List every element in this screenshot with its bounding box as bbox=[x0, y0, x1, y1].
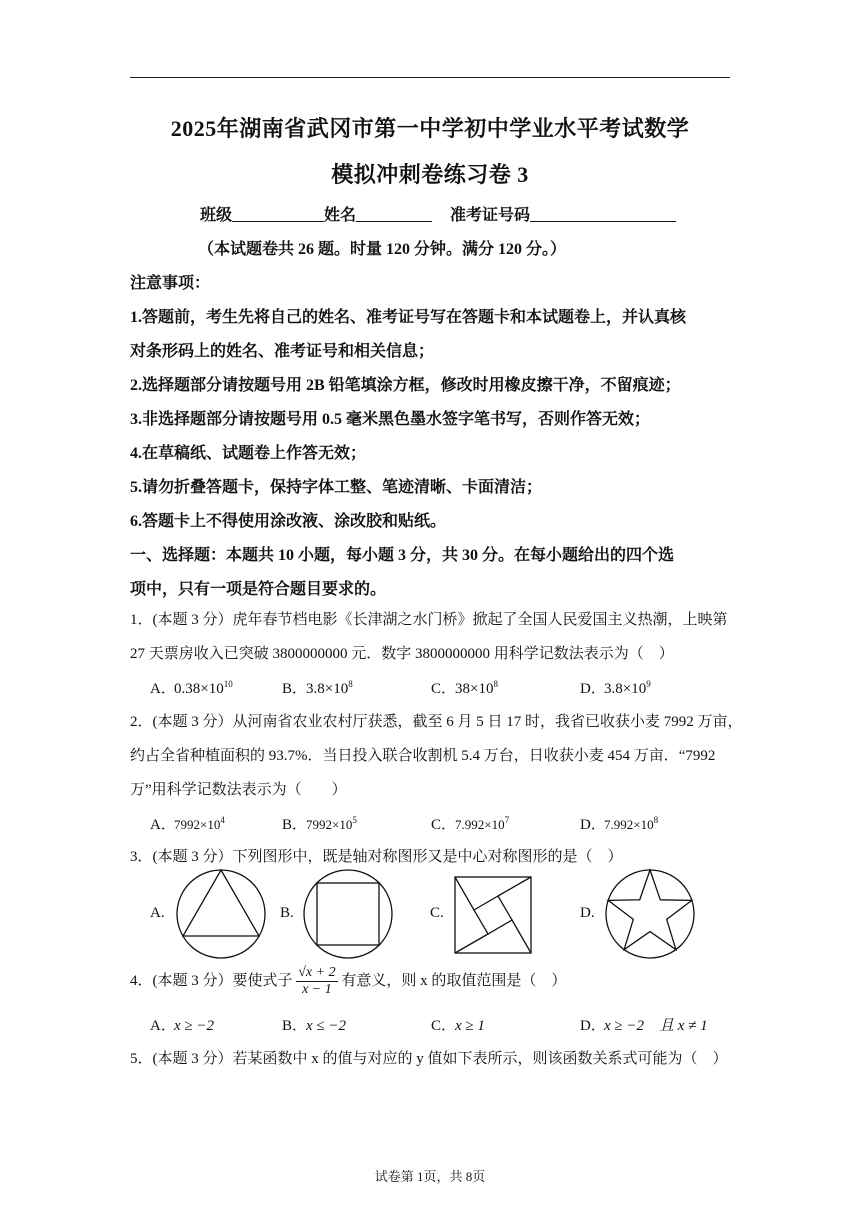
page-subtitle: 模拟冲刺卷练习卷 3 bbox=[331, 162, 529, 187]
exam-info: （本试题卷共 26 题。时量 120 分钟。满分 120 分。） bbox=[198, 241, 567, 258]
name-blank[interactable] bbox=[356, 205, 432, 222]
square-in-square-figure bbox=[454, 876, 532, 954]
q1-option-a[interactable]: A．$0.38\times 10^{10}$ bbox=[150, 679, 233, 697]
q4-option-a[interactable]: A．x ≥ −2 bbox=[150, 1018, 215, 1034]
q4-option-c[interactable]: C．x ≥ 1 bbox=[431, 1018, 485, 1034]
q2-option-b[interactable]: B．$7992\times 10^5$ bbox=[282, 815, 357, 833]
notice-heading: 注意事项： bbox=[130, 275, 211, 292]
q4-numerator: √x + 2 bbox=[298, 965, 336, 980]
circle-with-square-figure bbox=[302, 868, 394, 960]
notice-item: 2.选择题部分请按题号用 2B 铅笔填涂方框，修改时用橡皮擦干净，不留痕迹； bbox=[130, 377, 681, 394]
q4-option-d[interactable]: D．x ≥ −2 且 x ≠ 1 bbox=[580, 1018, 708, 1034]
header-rule bbox=[130, 77, 730, 78]
question-5-text: 5．(本题 3 分）若某函数中 x 的值与对应的 y 值如下表所示，则该函数关系式可能为（ ） bbox=[130, 1051, 728, 1067]
name-label: 姓名 bbox=[324, 207, 357, 224]
student-info-row bbox=[200, 202, 676, 225]
notice-item: 4.在草稿纸、试题卷上作答无效； bbox=[130, 445, 367, 462]
q4-prefix: 4．(本题 3 分）要使式子 bbox=[130, 972, 293, 989]
q4-fraction bbox=[296, 965, 337, 998]
question-1-text: 1．(本题 3 分）虎年春节档电影《长津湖之水门桥》掀起了全国人民爱国主义热潮，上映第 bbox=[130, 612, 728, 628]
q3-option-b-label[interactable]: B. bbox=[280, 905, 294, 921]
exam-id-label: 准考证号码 bbox=[450, 207, 531, 224]
notice-item: 1.答题前，考生先将自己的姓名、准考证号写在答题卡和本试题卷上，并认真核 bbox=[130, 309, 687, 326]
circle-with-star-figure bbox=[604, 868, 696, 960]
question-3-text: 3．(本题 3 分）下列图形中，既是轴对称图形又是中心对称图形的是（ ） bbox=[130, 849, 623, 865]
q4-denominator: x − 1 bbox=[302, 982, 332, 997]
section-heading: 一、选择题：本题共 10 小题，每小题 3 分，共 30 分。在每小题给出的四个选 bbox=[130, 547, 675, 564]
q3-option-d-label[interactable]: D. bbox=[580, 905, 595, 921]
q3-option-a-label[interactable]: A. bbox=[150, 905, 165, 921]
question-1-text-cont: 27 天票房收入已突破 3800000000 元．数字 3800000000 用科学记数法表示为（ ） bbox=[130, 646, 674, 662]
page-footer: 试卷第 1页，共 8页 bbox=[374, 1169, 486, 1184]
q4-option-b[interactable]: B．x ≤ −2 bbox=[282, 1018, 347, 1034]
class-label: 班级 bbox=[200, 207, 233, 224]
q3-option-c-label[interactable]: C. bbox=[430, 905, 444, 921]
question-2-text-cont: 约占全省种植面积的 93.7%．当日投入联合收割机 5.4 万台，日收获小麦 454 万亩．“7992 bbox=[130, 748, 716, 764]
q1-option-b[interactable]: B．$3.8\times 10^8$ bbox=[282, 679, 353, 697]
class-blank[interactable] bbox=[232, 205, 324, 222]
exam-id-blank[interactable] bbox=[530, 205, 676, 222]
page-title: 2025年湖南省武冈市第一中学初中学业水平考试数学 bbox=[170, 116, 690, 141]
q2-option-c[interactable]: C．$7.992\times 10^7$ bbox=[431, 815, 510, 833]
question-2-text: 2．(本题 3 分）从河南省农业农村厅获悉，截至 6 月 5 日 17 时，我省已收获小麦 7992 万亩， bbox=[130, 714, 743, 730]
section-heading-cont: 项中，只有一项是符合题目要求的。 bbox=[130, 581, 387, 598]
question-4-text bbox=[130, 965, 566, 998]
notice-item: 3.非选择题部分请按题号用 0.5 毫米黑色墨水签字笔书写，否则作答无效； bbox=[130, 411, 651, 428]
q1-option-c[interactable]: C．$38\times 10^8$ bbox=[431, 679, 498, 697]
q1-option-d[interactable]: D．$3.8\times 10^9$ bbox=[580, 679, 651, 697]
question-2-text-cont2: 万”用科学记数法表示为（ ） bbox=[130, 782, 347, 798]
circle-with-triangle-figure bbox=[175, 868, 267, 960]
q2-option-a[interactable]: A．$7992\times 10^4$ bbox=[150, 815, 225, 833]
notice-item: 6.答题卡上不得使用涂改液、涂改胶和贴纸。 bbox=[130, 513, 447, 530]
notice-item: 5.请勿折叠答题卡，保持字体工整、笔迹清晰、卡面清洁； bbox=[130, 479, 543, 496]
q2-option-d[interactable]: D．$7.992\times 10^8$ bbox=[580, 815, 659, 833]
notice-item: 对条形码上的姓名、准考证号和相关信息； bbox=[130, 343, 435, 360]
q4-suffix: 有意义，则 x 的取值范围是（ ） bbox=[341, 972, 567, 989]
